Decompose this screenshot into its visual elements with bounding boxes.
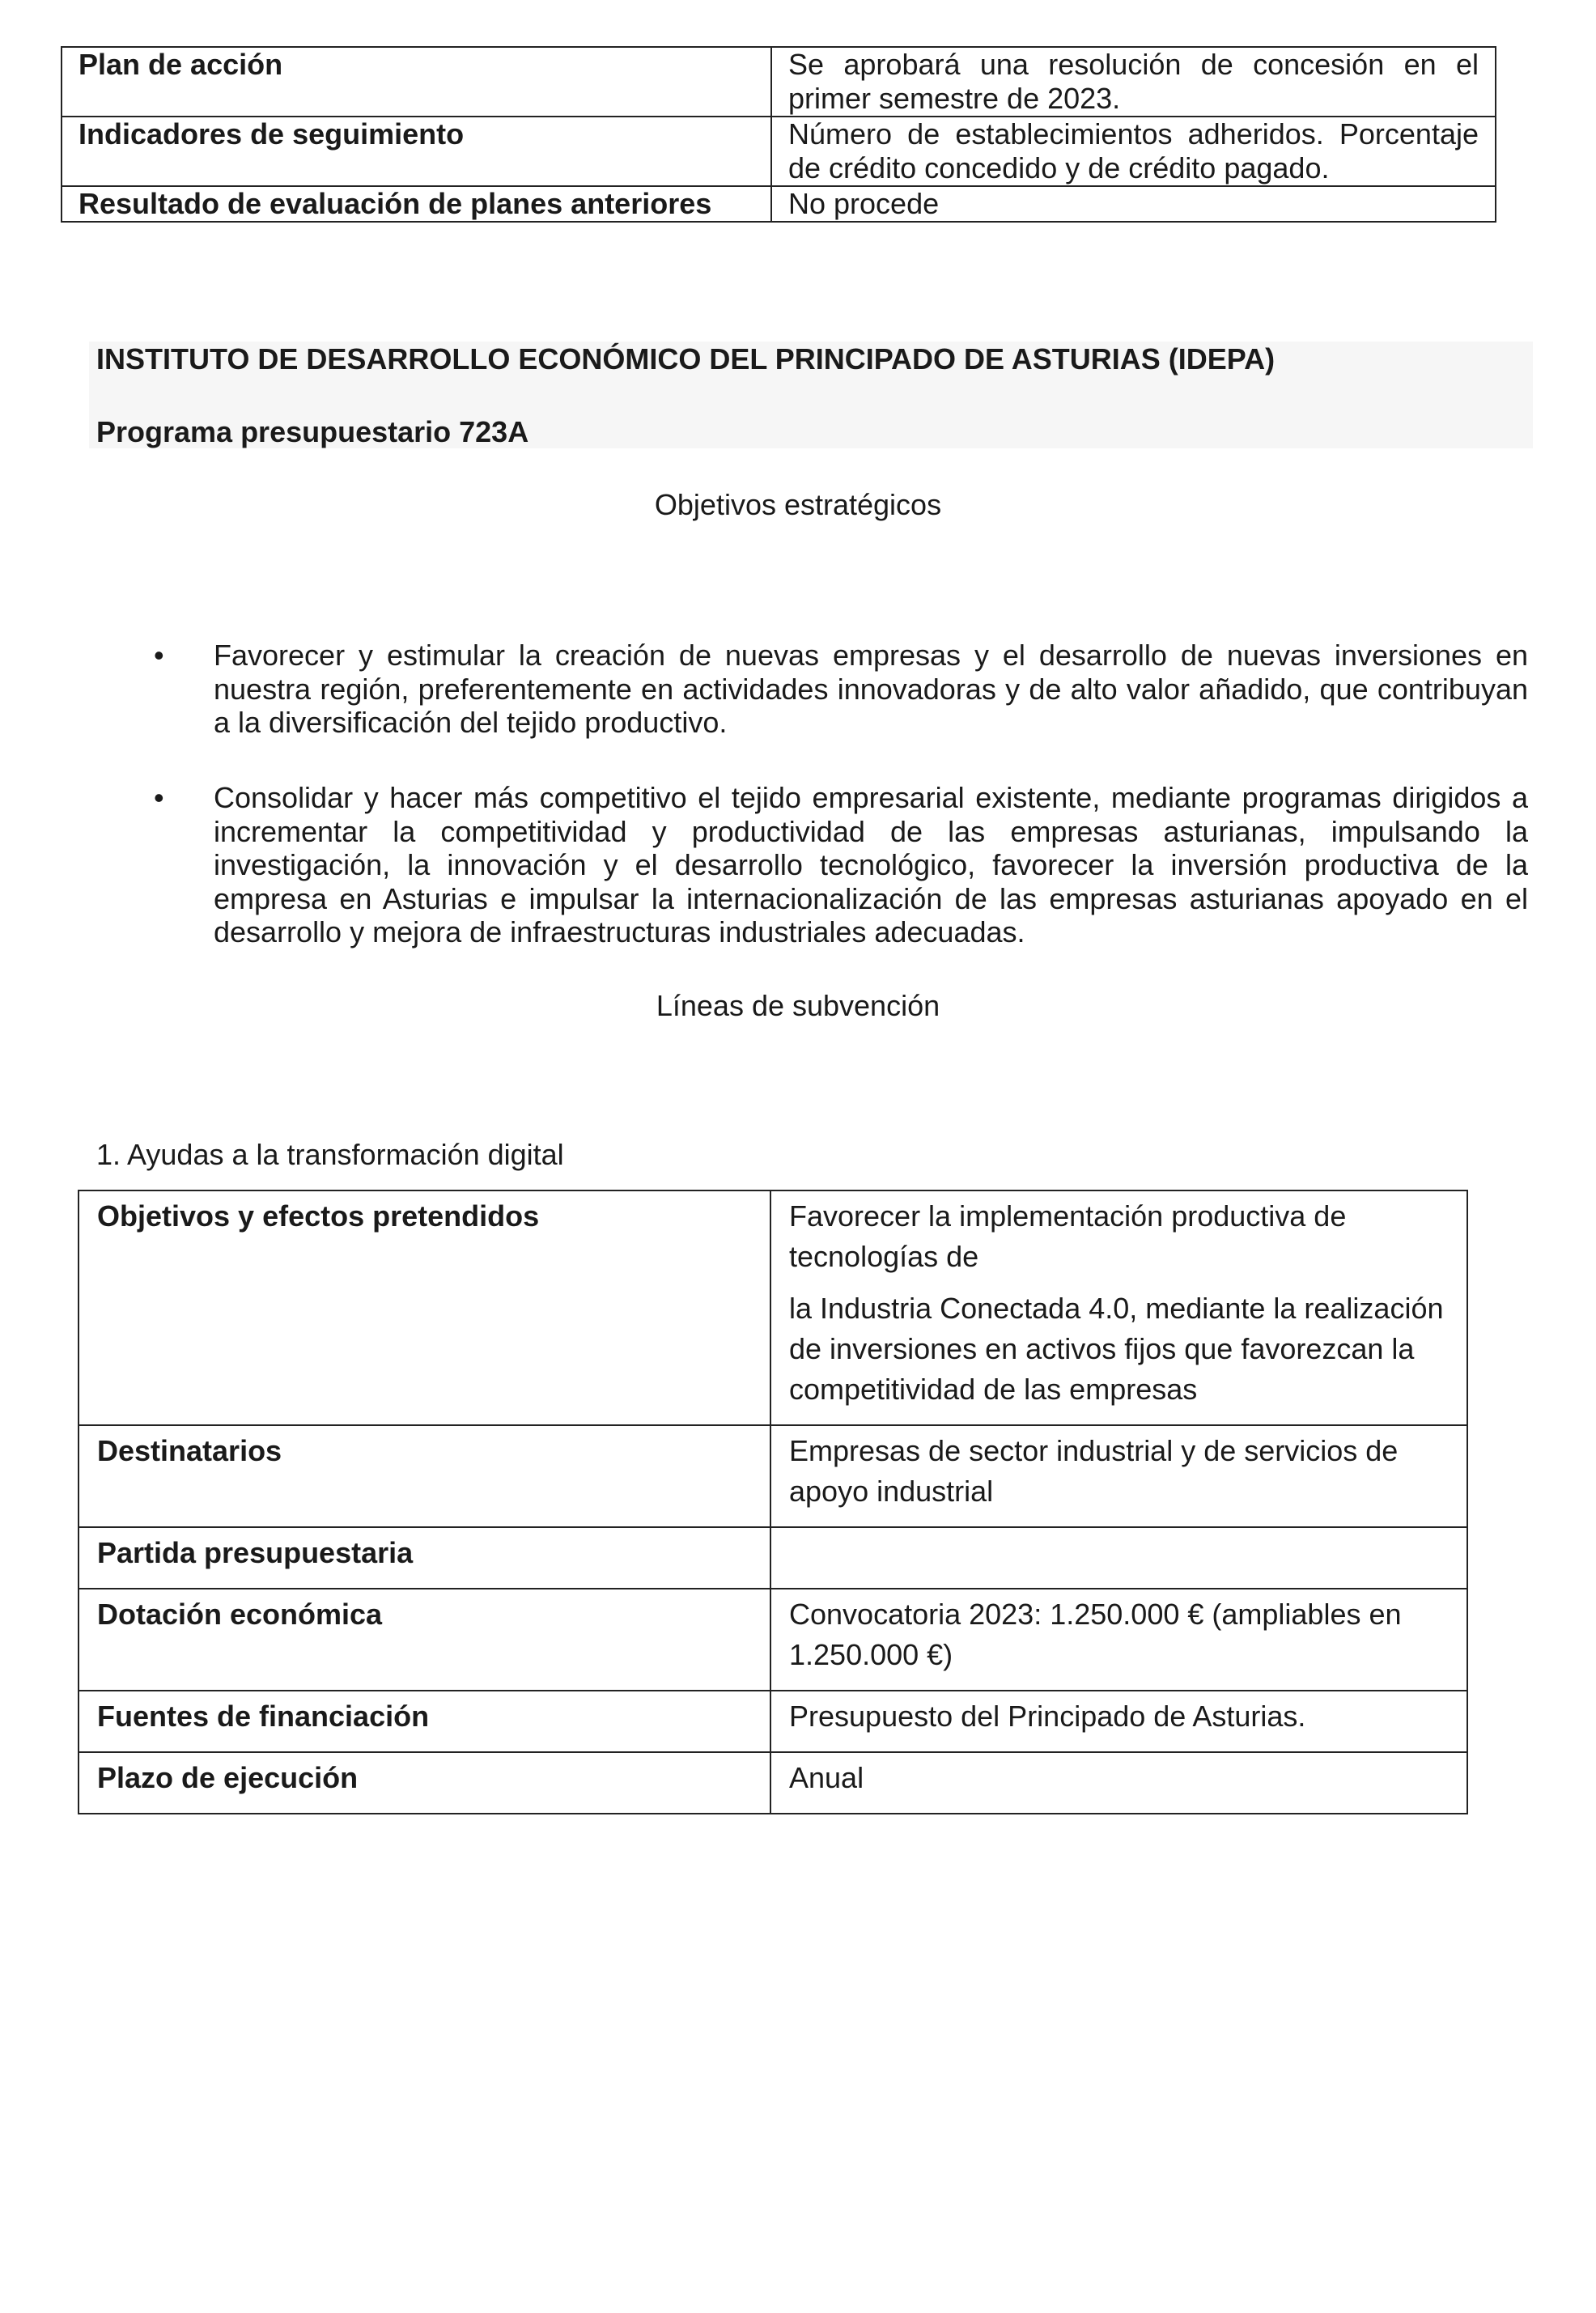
table-row [79,1190,1467,1425]
table-value-text: Favorecer la implementación productiva de tecnologías de [789,1199,1347,1273]
table-label-cell: Fuentes de financiación [79,1691,770,1752]
table-label-cell: Destinatarios [79,1425,770,1527]
table-value-text: Anual [789,1761,864,1794]
table-value-cell [770,1527,1467,1589]
table-label-cell: Resultado de evaluación de planes anteriores [62,186,771,222]
table-value-cell: Se aprobará una resolución de concesión en el primer semestre de 2023. [771,47,1496,117]
subsidy-line-table [78,1190,1468,1814]
table-row [79,1589,1467,1691]
table-value-text: Convocatoria 2023: 1.250.000 € (ampliables en 1.250.000 €) [789,1598,1402,1671]
table-value-cell: Número de establecimientos adheridos. Porcentaje de crédito concedido y de crédito pagado. [771,117,1496,186]
table-label-cell: Partida presupuestaria [79,1527,770,1589]
table-label-cell: Indicadores de seguimiento [62,117,771,186]
action-plan-table [61,46,1496,223]
table-label-cell: Plazo de ejecución [79,1752,770,1814]
table-row [62,117,1496,186]
bullet-icon: • [154,639,164,672]
table-value-text: Presupuesto del Principado de Asturias. [789,1700,1306,1733]
table-row [79,1425,1467,1527]
program-name: Programa presupuestario 723A [96,415,529,448]
table-label-cell: Objetivos y efectos pretendidos [79,1190,770,1425]
table-row [62,47,1496,117]
table-label-cell: Plan de acción [62,47,771,117]
table-row [62,186,1496,222]
table-value-cell [770,1425,1467,1527]
table-row [79,1527,1467,1589]
table-row [79,1752,1467,1814]
list-item-text: Favorecer y estimular la creación de nuevas empresas y el desarrollo de nuevas inversiones en nuestra región, preferentemente en actividades innovadoras y de alto valor añadido, que contribuyan a la diversificación del tejido productivo. [214,639,1528,739]
table-value-cell [770,1752,1467,1814]
table-value-cell: No procede [771,186,1496,222]
list-item-text: Consolidar y hacer más competitivo el tejido empresarial existente, mediante programas dirigidos a incrementar la competitividad y productividad de las empresas asturianas, impulsando la investigación, la innovación y el desarrollo tecnológico, favorecer la inversión productiva de la empresa en Asturias e impulsar la internacionalización de las empresas asturianas apoyado en el desarrollo y mejora de infraestructuras industriales adecuadas. [214,781,1528,949]
bullet-icon: • [154,781,164,814]
subsidy-lines-heading: Líneas de subvención [656,989,940,1022]
table-value-text: Empresas de sector industrial y de servicios de apoyo industrial [789,1434,1399,1508]
objectives-heading: Objetivos estratégicos [654,488,942,521]
table-value-cell [770,1190,1467,1425]
agency-name: INSTITUTO DE DESARROLLO ECONÓMICO DEL PRINCIPADO DE ASTURIAS (IDEPA) [96,342,1276,376]
subsidy-line-title: 1. Ayudas a la transformación digital [96,1138,564,1171]
table-label-cell: Dotación económica [79,1589,770,1691]
table-value-text: la Industria Conectada 4.0, mediante la realización de inversiones en activos fijos que favorezcan la competitividad de las empresas [789,1292,1444,1406]
table-value-cell [770,1691,1467,1752]
table-row [79,1691,1467,1752]
table-value-cell [770,1589,1467,1691]
